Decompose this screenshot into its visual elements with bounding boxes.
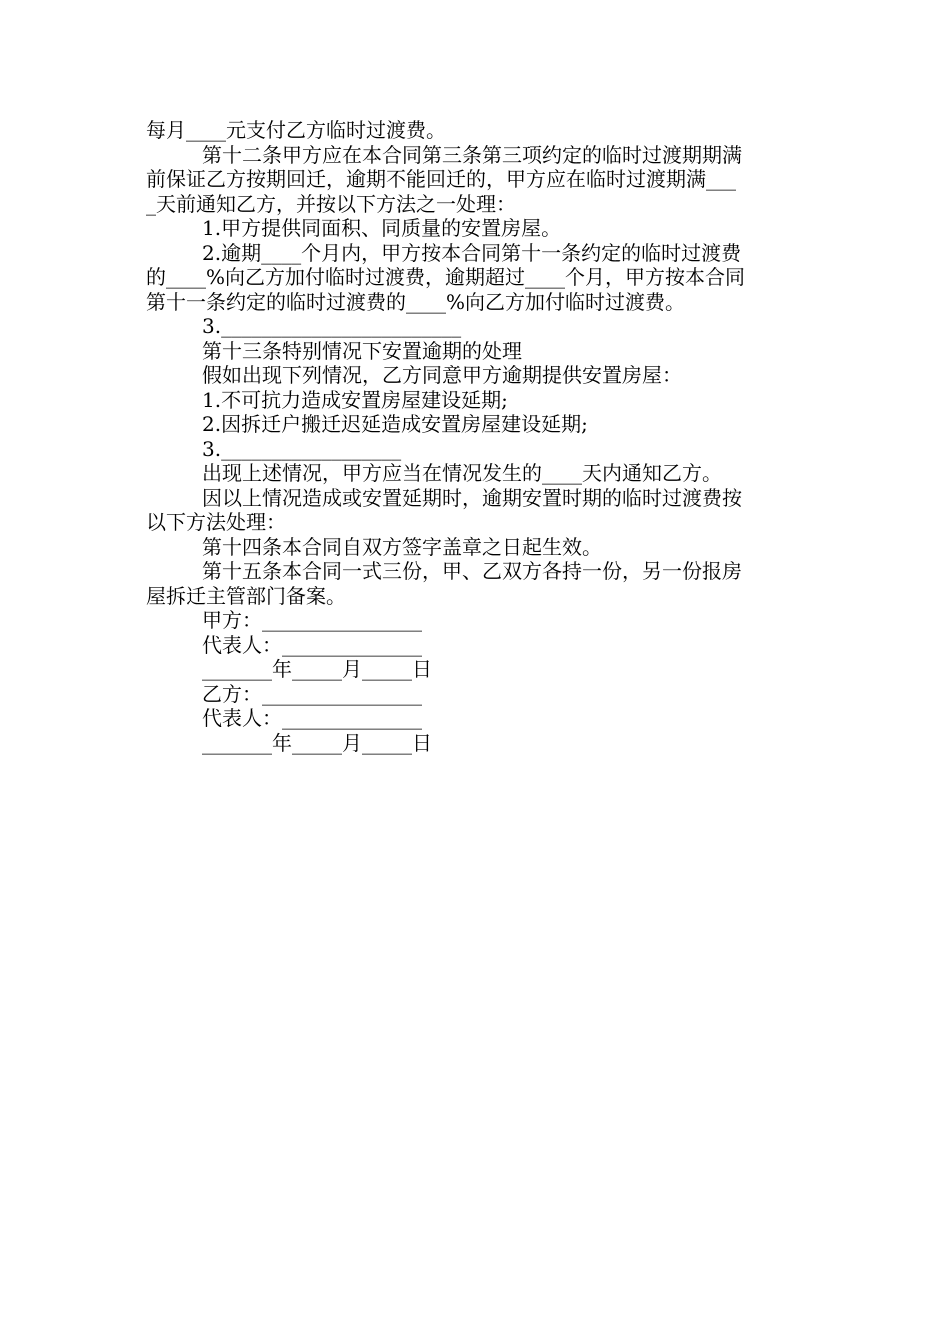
list-item: 3.________________________ <box>202 314 462 338</box>
text-line: _天前通知乙方，并按以下方法之一处理： <box>146 191 516 216</box>
list-item: 2.因拆迁户搬迁迟延造成安置房屋建设延期; <box>202 412 588 436</box>
party-b-field: 乙方：________________ <box>202 681 422 706</box>
clause-13-heading: 第十三条特别情况下安置逾期的处理 <box>202 338 522 363</box>
text-line: 第十一条约定的临时过渡费的____%向乙方加付临时过渡费。 <box>146 289 686 314</box>
party-a-representative-field: 代表人：______________ <box>202 632 422 657</box>
text-line: 屋拆迁主管部门备案。 <box>146 583 346 608</box>
party-a-date-field: _______年_____月_____日 <box>202 657 432 681</box>
list-item: 2.逾期____个月内，甲方按本合同第十一条约定的临时过渡费 <box>202 240 742 265</box>
document-page <box>146 118 810 755</box>
party-a-field: 甲方：________________ <box>202 608 422 632</box>
text-line: 的____%向乙方加付临时过渡费，逾期超过____个月，甲方按本合同 <box>146 265 746 289</box>
party-b-representative-field: 代表人：______________ <box>202 706 422 730</box>
list-item: 3.__________________ <box>202 436 402 461</box>
text-line: 因以上情况造成或安置延期时，逾期安置时期的临时过渡费按 <box>202 485 742 510</box>
text-line: 以下方法处理： <box>146 510 286 534</box>
text-line: 前保证乙方按期回迁，逾期不能回迁的，甲方应在临时过渡期满___ <box>146 167 736 191</box>
clause-14: 第十四条本合同自双方签字盖章之日起生效。 <box>202 534 602 559</box>
list-item: 1.甲方提供同面积、同质量的安置房屋。 <box>202 216 562 240</box>
clause-12: 第十二条甲方应在本合同第三条第三项约定的临时过渡期期满 <box>202 142 742 167</box>
text-line: 每月____元支付乙方临时过渡费。 <box>146 118 446 142</box>
list-item: 1.不可抗力造成安置房屋建设延期; <box>202 387 508 412</box>
text-line: 出现上述情况，甲方应当在情况发生的____天内通知乙方。 <box>202 461 722 485</box>
party-b-date-field: _______年_____月_____日 <box>202 730 432 755</box>
text-line: 假如出现下列情况，乙方同意甲方逾期提供安置房屋： <box>202 363 682 387</box>
clause-15: 第十五条本合同一式三份，甲、乙双方各持一份，另一份报房 <box>202 559 742 583</box>
